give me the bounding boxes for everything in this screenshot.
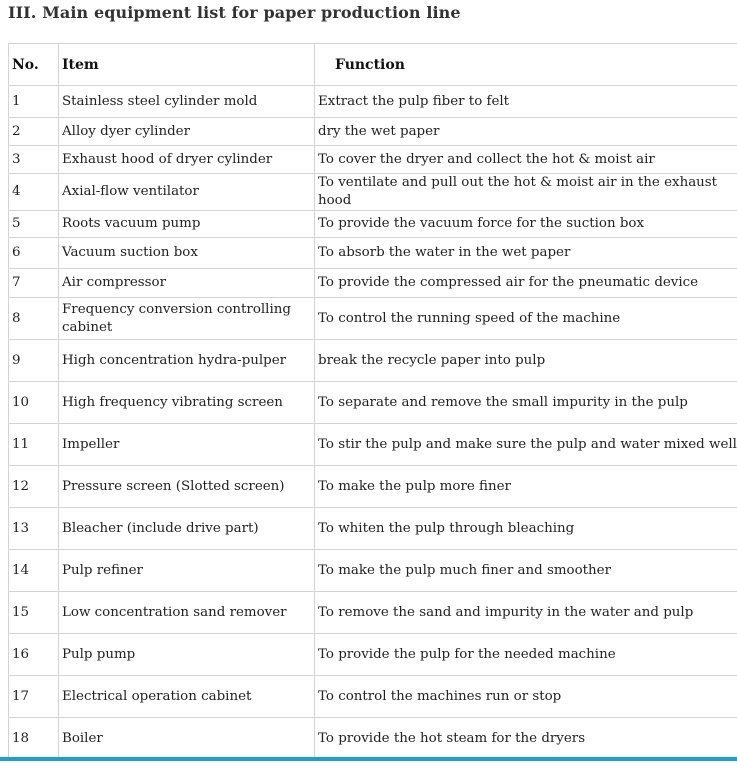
cell-item: Frequency conversion controlling cabinet: [59, 298, 315, 340]
cell-no: 15: [9, 592, 59, 634]
cell-no: 9: [9, 340, 59, 382]
cell-function: Extract the pulp fiber to felt: [315, 86, 737, 118]
table-row: [9, 550, 737, 592]
table-row: [9, 634, 737, 676]
cell-function: To remove the sand and impurity in the water and pulp: [315, 592, 737, 634]
table-body: [9, 86, 737, 760]
cell-item: High concentration hydra-pulper: [59, 340, 315, 382]
table-row: [9, 466, 737, 508]
table-row: [9, 298, 737, 340]
table-row: [9, 424, 737, 466]
table-row: [9, 211, 737, 238]
cell-function: To make the pulp much finer and smoother: [315, 550, 737, 592]
cell-item: Bleacher (include drive part): [59, 508, 315, 550]
header-row: [9, 44, 737, 86]
cell-item: Impeller: [59, 424, 315, 466]
table-header: [9, 44, 737, 86]
table-row: [9, 718, 737, 760]
table-row: [9, 174, 737, 211]
cell-no: 6: [9, 238, 59, 269]
bottom-accent-bar: [0, 757, 737, 761]
cell-item: Alloy dyer cylinder: [59, 118, 315, 146]
table-row: [9, 508, 737, 550]
cell-no: 16: [9, 634, 59, 676]
cell-function: To ventilate and pull out the hot & moist air in the exhaust hood: [315, 174, 737, 211]
cell-function: To stir the pulp and make sure the pulp and water mixed well: [315, 424, 737, 466]
header-no: No.: [9, 44, 59, 86]
table-row: [9, 118, 737, 146]
cell-item: Axial-flow ventilator: [59, 174, 315, 211]
cell-item: Pulp pump: [59, 634, 315, 676]
cell-no: 12: [9, 466, 59, 508]
cell-item: Air compressor: [59, 269, 315, 298]
cell-no: 8: [9, 298, 59, 340]
cell-item: Stainless steel cylinder mold: [59, 86, 315, 118]
cell-item: Low concentration sand remover: [59, 592, 315, 634]
page-title: III. Main equipment list for paper production line: [8, 3, 461, 22]
cell-function: To cover the dryer and collect the hot & moist air: [315, 146, 737, 174]
table-row: [9, 269, 737, 298]
cell-item: Boiler: [59, 718, 315, 760]
cell-no: 13: [9, 508, 59, 550]
table-row: [9, 340, 737, 382]
table-row: [9, 676, 737, 718]
cell-function: To provide the vacuum force for the suction box: [315, 211, 737, 238]
cell-no: 7: [9, 269, 59, 298]
table-row: [9, 382, 737, 424]
cell-function: To control the running speed of the machine: [315, 298, 737, 340]
cell-item: Pulp refiner: [59, 550, 315, 592]
cell-function: To provide the pulp for the needed machine: [315, 634, 737, 676]
cell-item: High frequency vibrating screen: [59, 382, 315, 424]
cell-function: To control the machines run or stop: [315, 676, 737, 718]
cell-no: 5: [9, 211, 59, 238]
cell-no: 11: [9, 424, 59, 466]
cell-item: Exhaust hood of dryer cylinder: [59, 146, 315, 174]
cell-no: 2: [9, 118, 59, 146]
cell-no: 3: [9, 146, 59, 174]
cell-function: To make the pulp more finer: [315, 466, 737, 508]
cell-no: 4: [9, 174, 59, 211]
header-function: Function: [315, 44, 737, 86]
equipment-table: [8, 43, 737, 760]
cell-item: Electrical operation cabinet: [59, 676, 315, 718]
cell-function: To separate and remove the small impurity in the pulp: [315, 382, 737, 424]
cell-no: 1: [9, 86, 59, 118]
cell-function: dry the wet paper: [315, 118, 737, 146]
header-item: Item: [59, 44, 315, 86]
table-row: [9, 86, 737, 118]
cell-item: Vacuum suction box: [59, 238, 315, 269]
table-row: [9, 238, 737, 269]
cell-function: To whiten the pulp through bleaching: [315, 508, 737, 550]
table-row: [9, 146, 737, 174]
cell-function: To absorb the water in the wet paper: [315, 238, 737, 269]
cell-no: 18: [9, 718, 59, 760]
cell-no: 14: [9, 550, 59, 592]
cell-no: 10: [9, 382, 59, 424]
cell-item: Pressure screen (Slotted screen): [59, 466, 315, 508]
cell-no: 17: [9, 676, 59, 718]
table-row: [9, 592, 737, 634]
cell-function: break the recycle paper into pulp: [315, 340, 737, 382]
cell-function: To provide the compressed air for the pneumatic device: [315, 269, 737, 298]
cell-item: Roots vacuum pump: [59, 211, 315, 238]
cell-function: To provide the hot steam for the dryers: [315, 718, 737, 760]
